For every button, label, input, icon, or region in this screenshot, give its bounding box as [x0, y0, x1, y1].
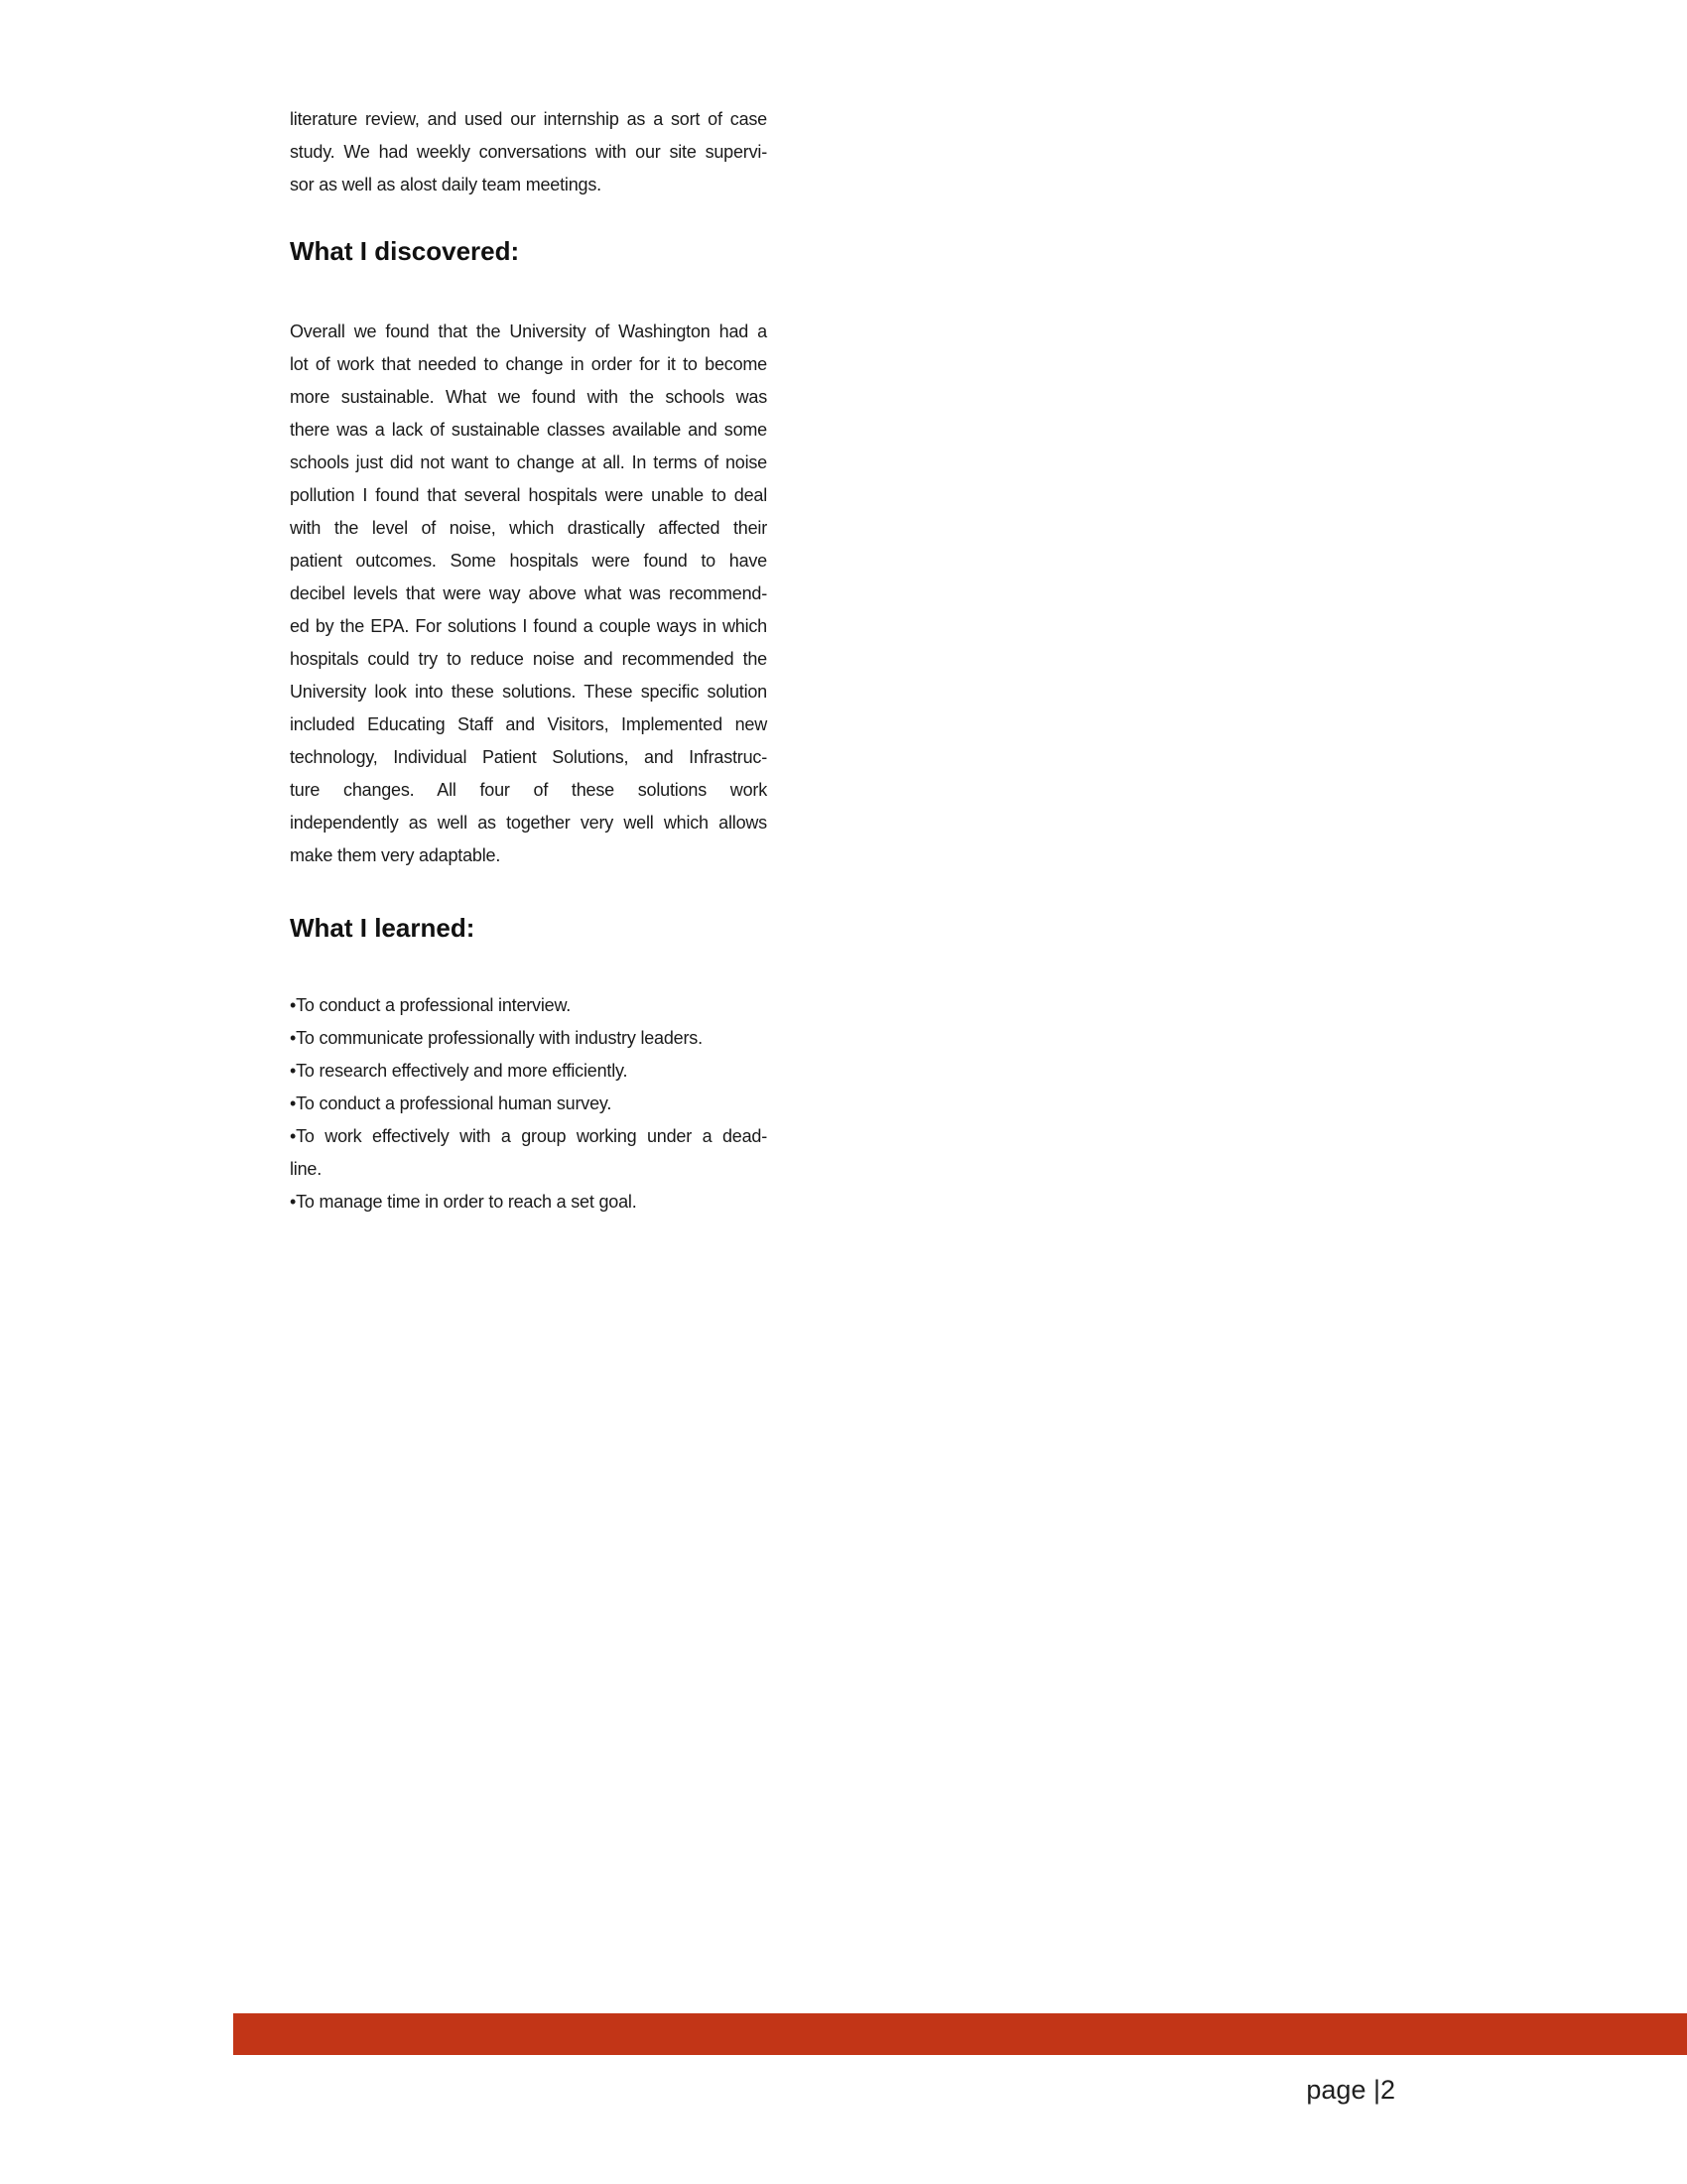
heading-what-i-learned: What I learned:	[290, 913, 475, 943]
list-item: •To work effectively with a group working under a dead- line.	[290, 1126, 767, 1179]
list-item: •To conduct a professional human survey.	[290, 1093, 612, 1113]
list-item: •To communicate professionally with industry leaders.	[290, 1028, 703, 1048]
list-item: •To conduct a professional interview.	[290, 995, 572, 1015]
text-column	[290, 103, 767, 1219]
intro-paragraph: literature review, and used our internship as a sort of case study. We had weekly conversations with our site supervi- sor as well as alost daily team meetings.	[290, 109, 767, 194]
heading-what-i-discovered: What I discovered:	[290, 236, 520, 266]
list-item: •To manage time in order to reach a set goal.	[290, 1192, 637, 1212]
discovered-paragraph: Overall we found that the University of Washington had a lot of work that needed to change in order for it to become more sustainable. What we found with the schools was there was a lack of sustainable classes available and some schools just did not want to change at all. In terms of noise pollution I found that several hospitals were unable to deal with the level of noise, which drastically affected their patient outcomes. Some hospitals were found to have decibel levels that were way above what was recommend- ed by the EPA. For solutions I found a couple ways in which hospitals could try to reduce noise and recommended the University look into these solutions. These specific solution included Educating Staff and Visitors, Implemented new technology, Individual Patient Solutions, and Infrastruc- ture changes. All four of these solutions work independently as well as together very well which allows make them very adaptable.	[290, 321, 767, 865]
list-item: •To research effectively and more efficiently.	[290, 1061, 628, 1081]
page-number: page |2	[1306, 2075, 1395, 2105]
footer-accent-bar	[233, 2013, 1687, 2055]
learned-bullet-list	[290, 989, 767, 1219]
